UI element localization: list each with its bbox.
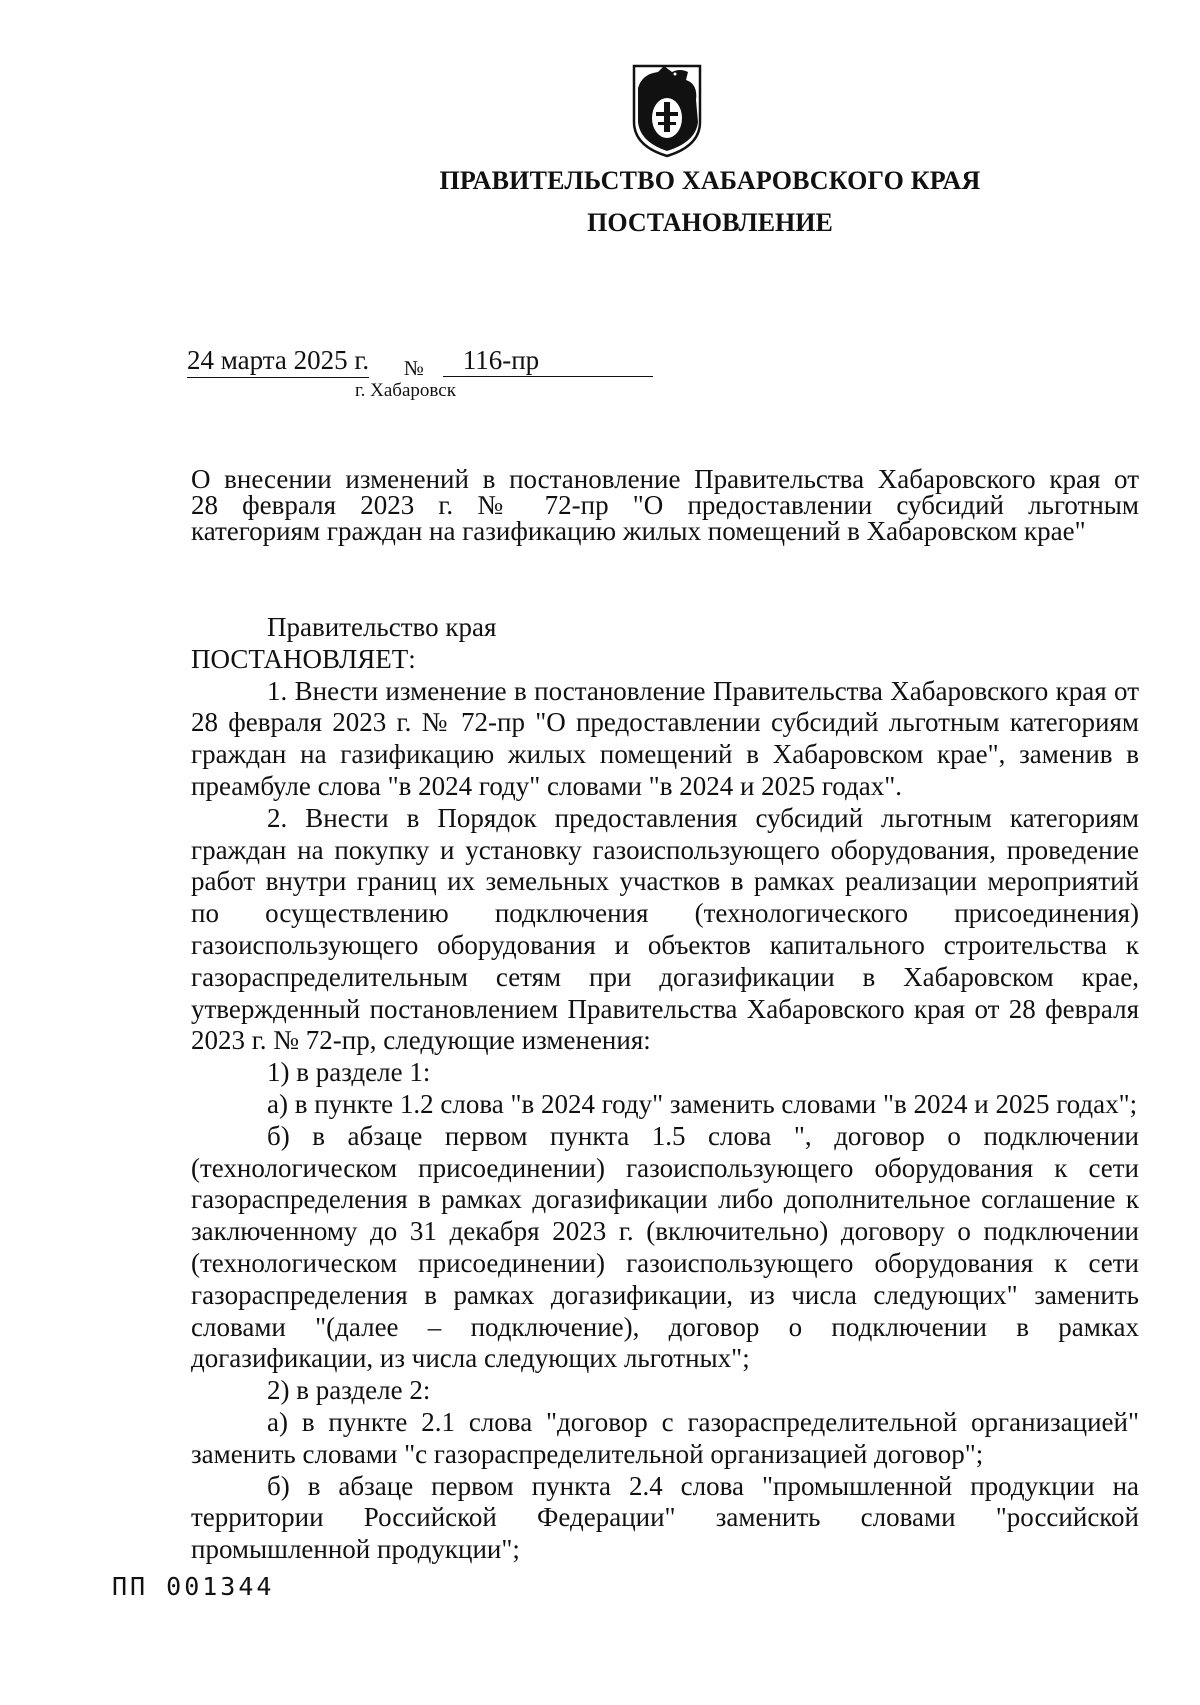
number-sign: № bbox=[403, 356, 424, 380]
subject-line: категориям граждан на газификацию жилых помещений в Хабаровском крае" bbox=[191, 516, 1086, 546]
paragraph: 2. Внести в Порядок предоставления субсидий льготным категориям граждан на покупку и установку газоиспользующего оборудования, проведение работ внутри границ их земельных участков в рамках реализации мероприятий по осуществлению подключения (технологического присоединения) газоиспользующего оборудования и объектов капитального строительства к газораспределительным сетям при догазификации в Хабаровском крае, утвержденный постановлением Правительства Хабаровского края от 28 февраля 2023 г. № 72-пр, следующие изменения: bbox=[191, 802, 1139, 1056]
paragraph: а) в пункте 1.2 слова "в 2024 году" заменить словами "в 2024 и 2025 годах"; bbox=[267, 1088, 1138, 1119]
government-line: Правительство края bbox=[267, 612, 497, 642]
paragraph: б) в абзаце первом пункта 1.5 слова ", договор о подключении (технологическом присоединении) газоиспользующего оборудования к сети газораспределения в рамках догазификации либо дополнительное соглашение к заключенному до 31 декабря 2023 г. (включительно) договору о подключении (технологическом присоединении) газоиспользующего оборудования к сети газораспределения в рамках догазификации, из числа следующих" заменить словами "(далее – подключение), договор о подключении в рамках догазификации, из числа следующих льготных"; bbox=[191, 1120, 1139, 1374]
paragraph: 2) в разделе 2: bbox=[267, 1375, 431, 1406]
document-date: 24 марта 2025 г. bbox=[187, 345, 369, 378]
form-serial-code: ПП 001344 bbox=[112, 1572, 275, 1601]
subject-line: 28 февраля 2023 г. № 72-пр "О предоставлении субсидий льготным bbox=[191, 490, 1139, 520]
document-city: г. Хабаровск bbox=[355, 380, 456, 401]
paragraph: а) в пункте 2.1 слова "договор с газораспределительной организацией" заменить словами "с газораспределительной организацией договор"; bbox=[191, 1406, 1139, 1469]
subject-line: О внесении изменений в постановление Правительства Хабаровского края от bbox=[191, 464, 1139, 494]
document-body bbox=[191, 612, 1139, 1566]
paragraph: 1. Внести изменение в постановление Правительства Хабаровского края от 28 февраля 2023 г. № 72-пр "О предоставлении субсидий льготным категориям граждан на газификацию жилых помещений в Хабаровском крае", заменив в преамбуле слова "в 2024 году" словами "в 2024 и 2025 годах". bbox=[191, 675, 1139, 801]
document-type: ПОСТАНОВЛЕНИЕ bbox=[587, 208, 833, 237]
paragraph: б) в абзаце первом пункта 2.4 слова "промышленной продукции на территории Российской Федерации" заменить словами "российской промышленной продукции"; bbox=[191, 1470, 1139, 1565]
khabarovsk-krai-coat-of-arms-icon bbox=[628, 60, 706, 160]
date-number-line bbox=[187, 345, 653, 378]
decree-word: ПОСТАНОВЛЯЕТ: bbox=[191, 643, 416, 674]
paragraph: 1) в разделе 1: bbox=[267, 1057, 431, 1088]
organization-title: ПРАВИТЕЛЬСТВО ХАБАРОВСКОГО КРАЯ bbox=[439, 166, 981, 195]
document-number: 116-пр bbox=[443, 345, 653, 377]
document-subject bbox=[191, 466, 1139, 544]
